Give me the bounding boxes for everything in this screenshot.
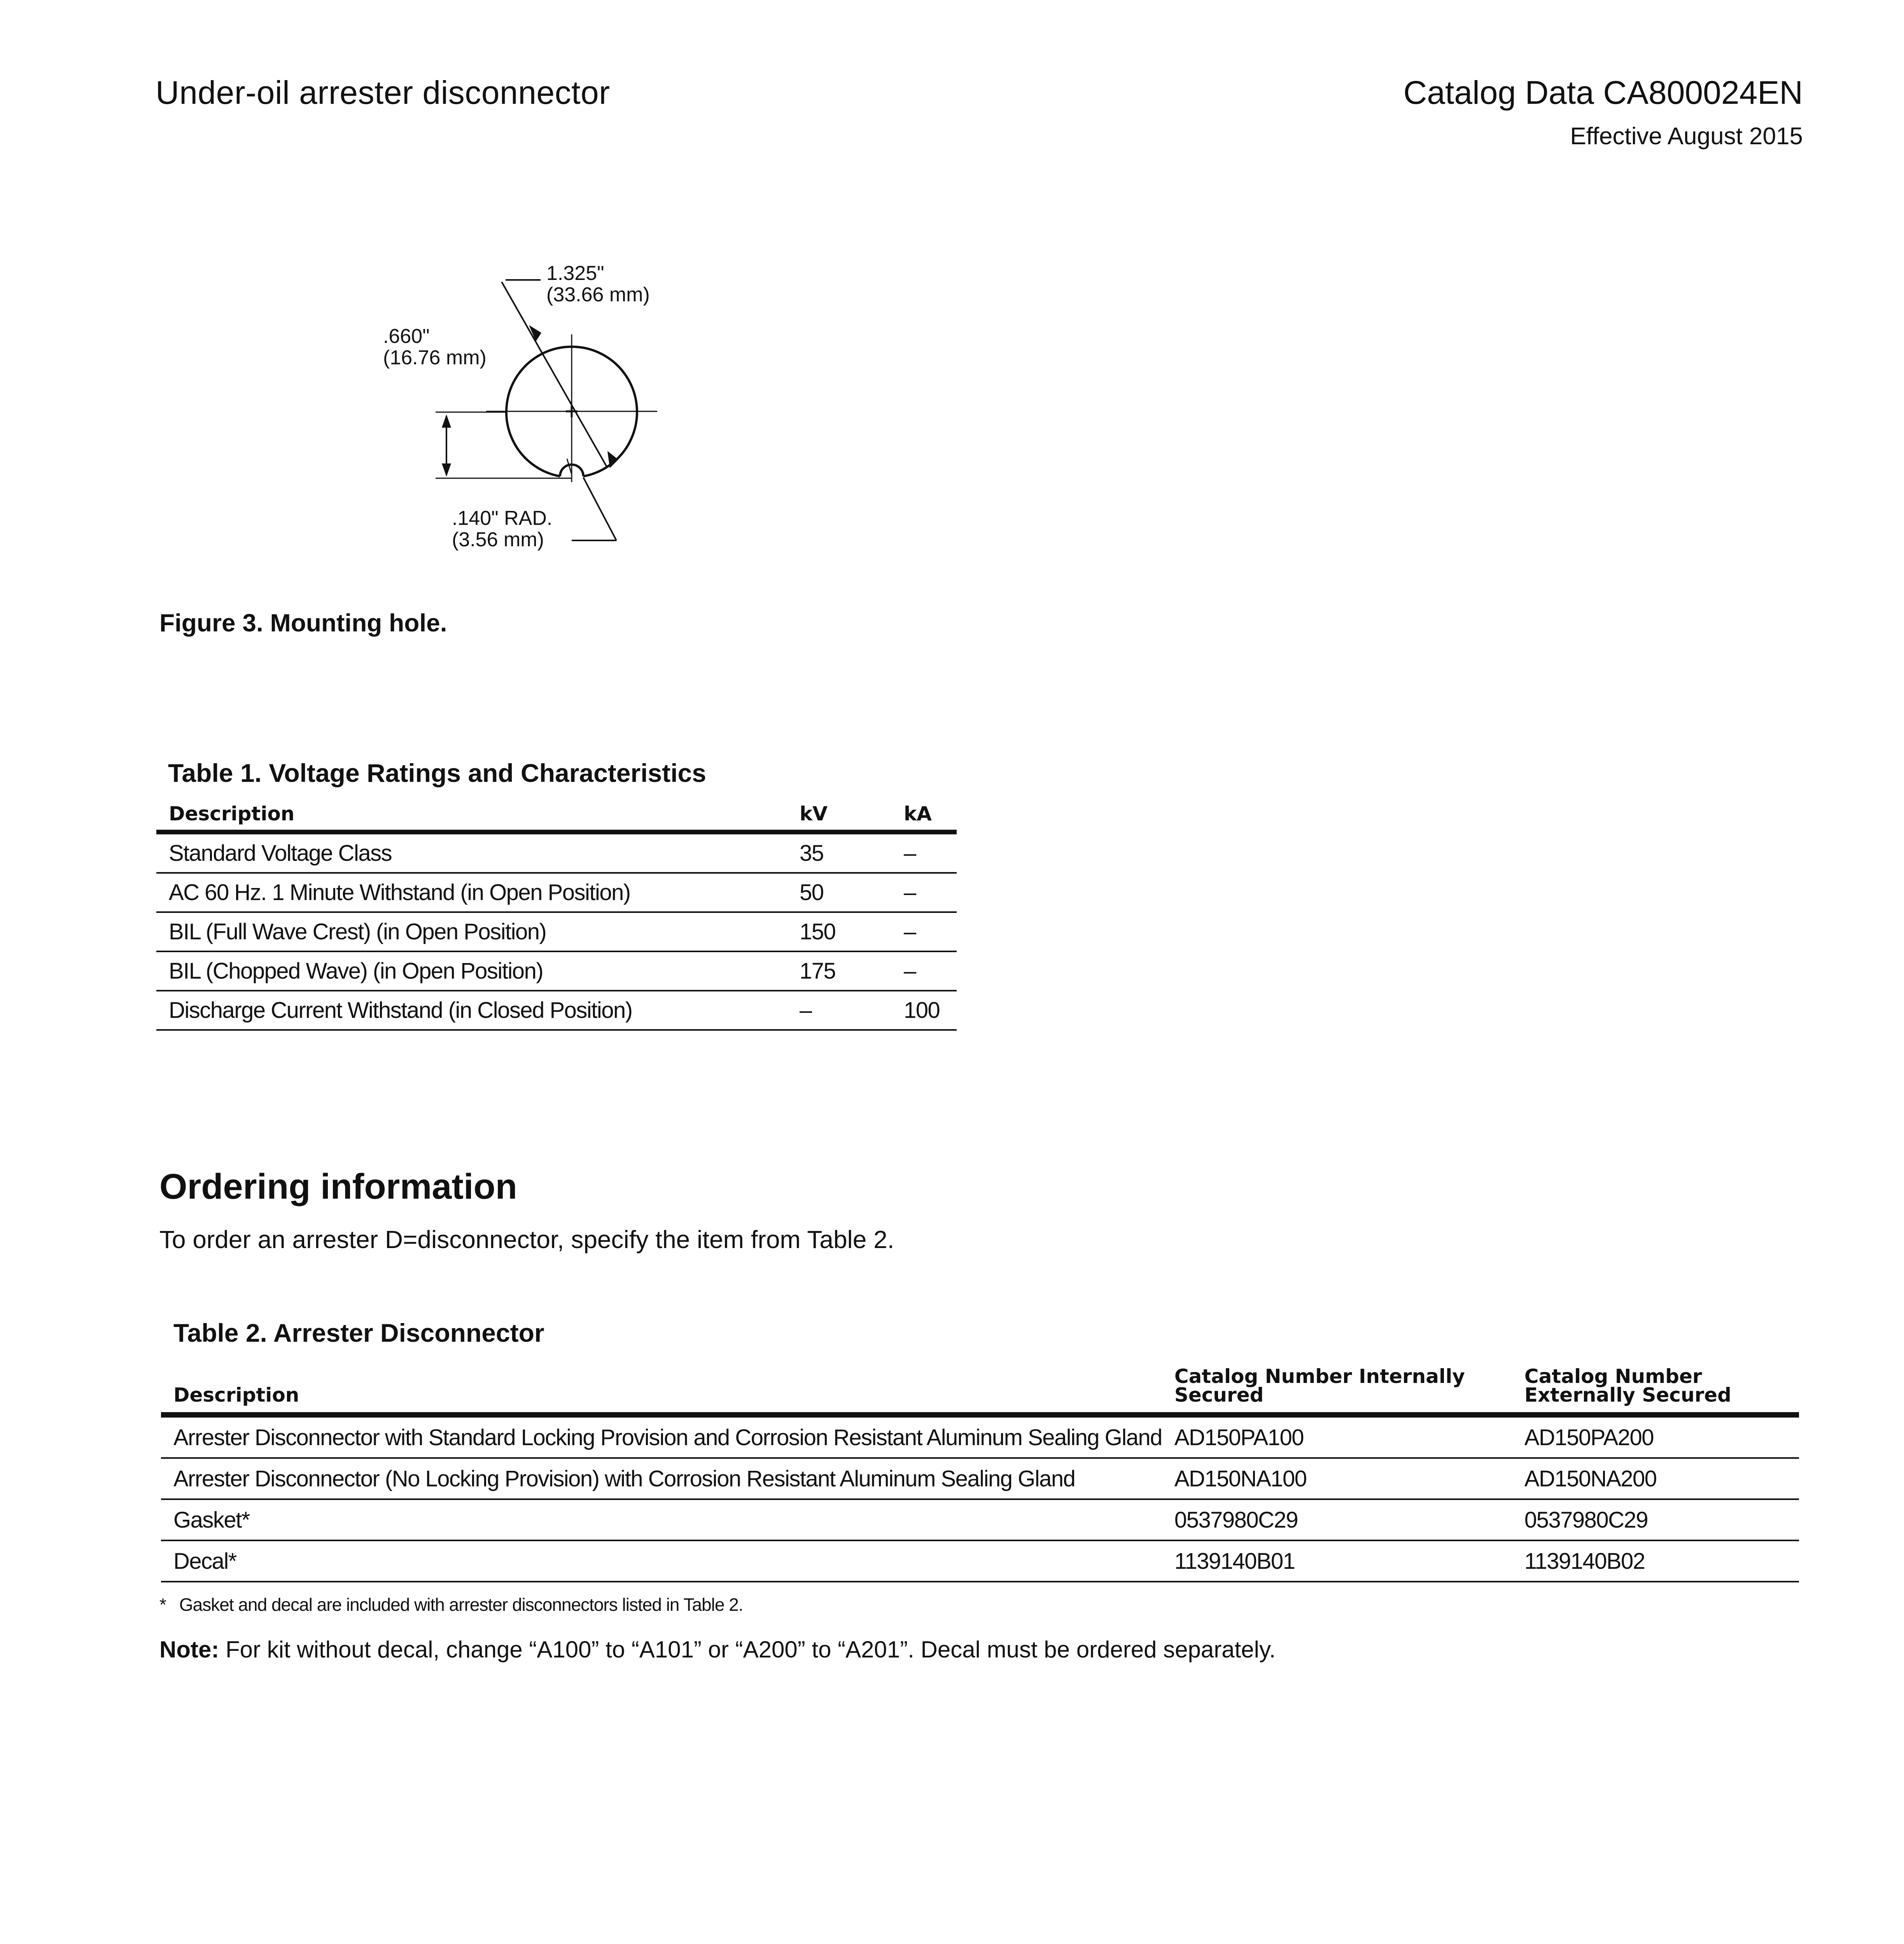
table-cell: Gasket* [161,1499,1162,1540]
diameter-in-label: 1.325" [546,262,604,285]
table-cell: – [891,951,957,991]
ordering-text: To order an arrester D=disconnector, specify the item from Table 2. [159,1225,894,1253]
table-row [161,1458,1799,1499]
table-cell: BIL (Chopped Wave) (in Open Position) [156,951,787,991]
table-cell: Arrester Disconnector with Standard Locking Provision and Corrosion Resistant Aluminum Sealing Gland [161,1415,1162,1458]
table-cell: 100 [891,991,957,1030]
table-cell: Standard Voltage Class [156,832,787,873]
table-cell: AC 60 Hz. 1 Minute Withstand (in Open Position) [156,873,787,912]
catalog-id [1404,74,1803,112]
table-row [161,1499,1799,1540]
table-row [161,1415,1799,1458]
table-row [156,873,957,912]
table-footnote [159,1594,743,1615]
table-cell: 175 [787,951,891,991]
table-header-row [161,1361,1799,1415]
radius-in-label: .140" RAD. [452,507,553,530]
note-label: Note: [159,1636,219,1663]
table-cell: Arrester Disconnector (No Locking Provision) with Corrosion Resistant Aluminum Sealing Gland [161,1458,1162,1499]
table-cell: Decal* [161,1540,1162,1582]
table-cell: 0537980C29 [1512,1499,1799,1540]
voltage-ratings-table [156,802,957,1031]
table-header-row [156,802,957,832]
offset-mm-label: (16.76 mm) [383,346,486,369]
column-header: Description [156,802,787,832]
table-cell: 0537980C29 [1162,1499,1512,1540]
mounting-hole-diagram [350,257,700,575]
table-row [156,832,957,873]
table-cell: Discharge Current Withstand (in Closed Position) [156,991,787,1030]
column-header: kV [787,802,891,832]
table-cell: AD150PA100 [1162,1415,1512,1458]
catalog-prefix: Catalog Data [1403,74,1594,111]
table-cell: – [787,991,891,1030]
document-title: Under-oil arrester disconnector [156,74,610,111]
offset-in-label: .660" [383,325,430,348]
table-cell: 50 [787,873,891,912]
table2-title: Table 2. Arrester Disconnector [173,1318,544,1347]
table-cell: BIL (Full Wave Crest) (in Open Position) [156,912,787,951]
note [159,1636,1276,1663]
table-cell: 1139140B01 [1162,1540,1512,1582]
table-row [156,912,957,951]
footnote-mark: * [159,1594,166,1615]
section-heading: Ordering information [159,1167,517,1206]
table-cell: – [891,832,957,873]
column-header: Catalog Number Externally Secured [1512,1361,1799,1415]
table-row [156,991,957,1030]
table-cell: 150 [787,912,891,951]
table-row [156,951,957,991]
footnote-text: Gasket and decal are included with arrester disconnectors listed in Table 2. [179,1594,743,1615]
table-cell: AD150NA200 [1512,1458,1799,1499]
table-row [161,1540,1799,1582]
table-cell: AD150NA100 [1162,1458,1512,1499]
table-cell: – [891,912,957,951]
column-header: Catalog Number Internally Secured [1162,1361,1512,1415]
column-header: Description [161,1361,1162,1415]
column-header: kA [891,802,957,832]
offset-arrow-head-top [442,414,451,428]
table-cell: 1139140B02 [1512,1540,1799,1582]
diameter-mm-label: (33.66 mm) [546,283,650,306]
table-cell: AD150PA200 [1512,1415,1799,1458]
effective-date: Effective August 2015 [1570,123,1803,150]
radius-mm-label: (3.56 mm) [452,528,544,551]
table1-title: Table 1. Voltage Ratings and Characteristics [168,759,706,787]
table-cell: 35 [787,832,891,873]
table-cell: – [891,873,957,912]
note-text: For kit without decal, change “A100” to “A101” or “A200” to “A201”. Decal must be ordered separately. [225,1636,1276,1663]
catalog-number: CA800024EN [1603,74,1803,111]
arrester-disconnector-table [161,1361,1799,1582]
offset-arrow-head-bottom [442,463,451,477]
figure-caption: Figure 3. Mounting hole. [159,609,447,637]
